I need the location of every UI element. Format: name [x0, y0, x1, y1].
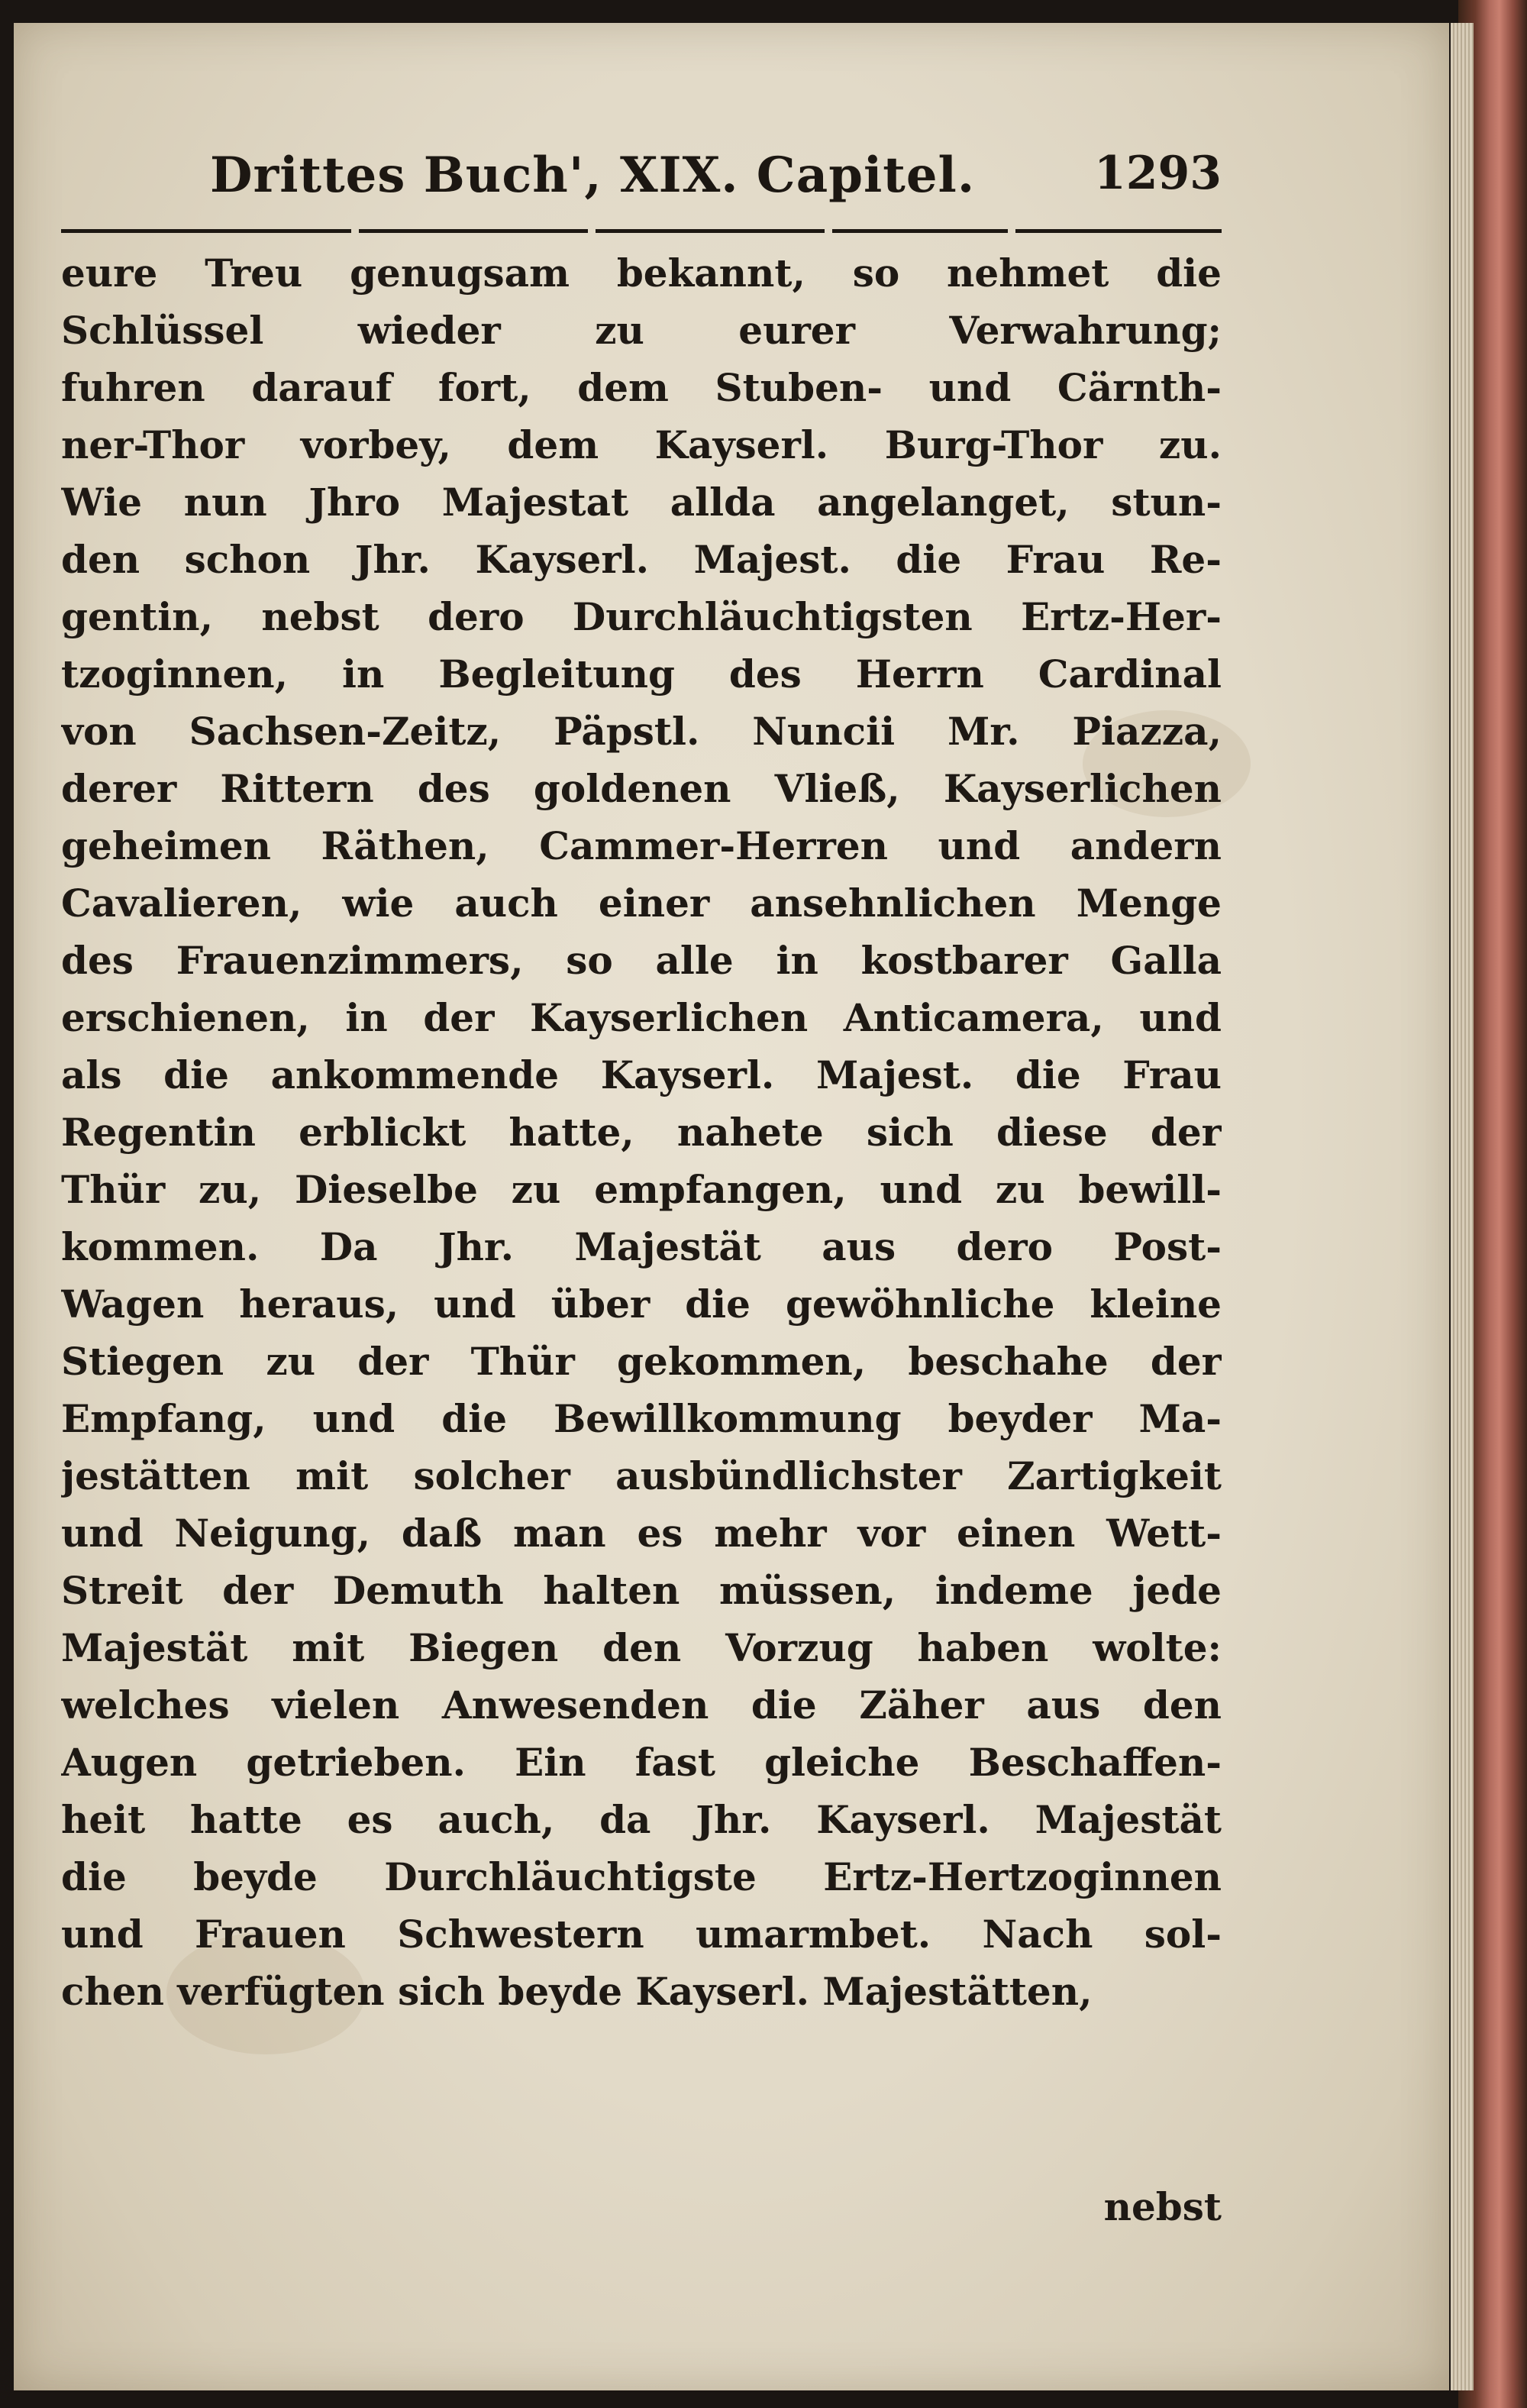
text-line: Streit der Demuth halten müssen, indeme jede: [61, 1568, 1222, 1613]
text-line: Regentin erblickt hatte, nahete sich diese der: [61, 1110, 1222, 1155]
text-line: jestätten mit solcher ausbündlichster Zartigkeit: [61, 1453, 1222, 1498]
text-line: den schon Jhr. Kayserl. Majest. die Frau Re-: [61, 537, 1222, 582]
text-line: erschienen, in der Kayserlichen Anticamera, und: [61, 995, 1222, 1040]
header-rule: [596, 229, 825, 233]
text-line: heit hatte es auch, da Jhr. Kayserl. Majestät: [61, 1797, 1222, 1842]
text-line: Cavalieren, wie auch einer ansehnlichen Menge: [61, 881, 1222, 926]
text-line: Wagen heraus, und über die gewöhnliche kleine: [61, 1282, 1222, 1327]
text-line: des Frauenzimmers, so alle in kostbarer Galla: [61, 938, 1222, 983]
text-line: fuhren darauf fort, dem Stuben- und Cärnth-: [61, 365, 1222, 410]
text-line: gentin, nebst dero Durchläuchtigsten Ertz-Her-: [61, 594, 1222, 639]
text-line: und Neigung, daß man es mehr vor einen Wett-: [61, 1511, 1222, 1556]
header-rule: [832, 229, 1008, 233]
text-line: Majestät mit Biegen den Vorzug haben wolte:: [61, 1625, 1222, 1670]
text-line: als die ankommende Kayserl. Majest. die Frau: [61, 1052, 1222, 1097]
text-line: Wie nun Jhro Majestat allda angelanget, stun-: [61, 480, 1222, 525]
text-line: derer Rittern des goldenen Vließ, Kayserlichen: [61, 766, 1222, 811]
body-text: [61, 244, 1222, 2020]
text-line: Schlüssel wieder zu eurer Verwahrung;: [61, 308, 1222, 353]
text-line: geheimen Räthen, Cammer-Herren und andern: [61, 823, 1222, 868]
text-line: die beyde Durchläuchtigste Ertz-Hertzoginnen: [61, 1854, 1222, 1899]
header-rule: [359, 229, 588, 233]
page-number: 1293: [1094, 147, 1222, 200]
text-line: chen verfügten sich beyde Kayserl. Majestätten,: [61, 1969, 1093, 2014]
page-stack-edge: [1451, 23, 1474, 2390]
text-line: welches vielen Anwesenden die Zäher aus den: [61, 1682, 1222, 1728]
text-line: und Frauen Schwestern umarmbet. Nach sol-: [61, 1912, 1222, 1957]
catchword: nebst: [1103, 2184, 1222, 2229]
text-line: von Sachsen-Zeitz, Päpstl. Nuncii Mr. Piazza,: [61, 709, 1222, 754]
text-line: eure Treu genugsam bekannt, so nehmet die: [61, 250, 1222, 296]
text-line: kommen. Da Jhr. Majestät aus dero Post-: [61, 1224, 1222, 1269]
header-rule: [1015, 229, 1222, 233]
text-line: Augen getrieben. Ein fast gleiche Beschaffen-: [61, 1740, 1222, 1785]
text-line: Stiegen zu der Thür gekommen, beschahe der: [61, 1339, 1222, 1384]
running-title: Drittes Buch', XIX. Capitel.: [210, 147, 976, 204]
text-line: Thür zu, Dieselbe zu empfangen, und zu bewill-: [61, 1167, 1222, 1212]
running-header: [61, 147, 1222, 223]
text-line: Empfang, und die Bewillkommung beyder Ma-: [61, 1396, 1222, 1441]
text-line: tzoginnen, in Begleitung des Herrn Cardinal: [61, 651, 1222, 697]
text-line: ner-Thor vorbey, dem Kayserl. Burg-Thor zu.: [61, 422, 1222, 467]
header-rule: [61, 229, 351, 233]
